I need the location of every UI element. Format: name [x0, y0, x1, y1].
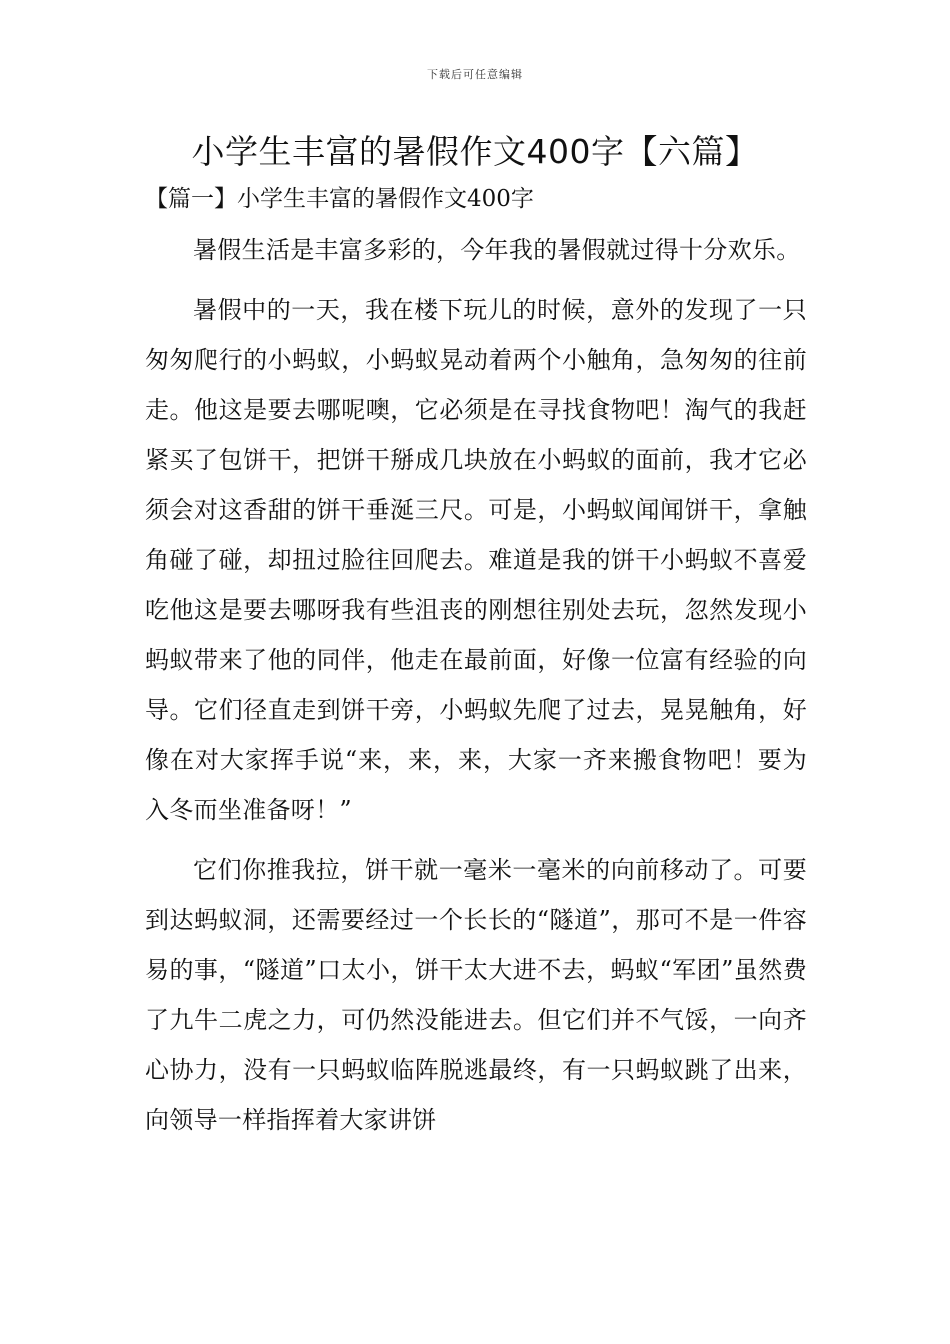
paragraph-1: 暑假生活是丰富多彩的，今年我的暑假就过得十分欢乐。	[193, 236, 801, 264]
document-title: 小学生丰富的暑假作文400字【六篇】	[191, 132, 759, 171]
paragraph-3: 它们你推我拉，饼干就一毫米一毫米的向前移动了。可要到达蚂蚁洞，还需要经过一个长长的“隧道”，那可不是一件容易的事，“隧道”口太小，饼干太大进不去，蚂蚁“军团”虽然费了九牛二虎之力，可仍然没能进去。但它们并不气馁，一向齐心协力，没有一只蚂蚁临阵脱逃最终，有一只蚂蚁跳了出来，向领导一样指挥着大家讲饼	[145, 856, 807, 1134]
page-header-note: 下载后可任意编辑	[427, 68, 523, 81]
section-heading: 【篇一】小学生丰富的暑假作文400字	[145, 186, 534, 212]
paragraph-2: 暑假中的一天，我在楼下玩儿的时候，意外的发现了一只匆匆爬行的小蚂蚁，小蚂蚁晃动着两个小触角，急匆匆的往前走。他这是要去哪呢噢，它必须是在寻找食物吧！淘气的我赶紧买了包饼干，把饼干掰成几块放在小蚂蚁的面前，我才它必须会对这香甜的饼干垂涎三尺。可是，小蚂蚁闻闻饼干，拿触角碰了碰，却扭过脸往回爬去。难道是我的饼干小蚂蚁不喜爱吃他这是要去哪呀我有些沮丧的刚想往别处去玩，忽然发现小蚂蚁带来了他的同伴，他走在最前面，好像一位富有经验的向导。它们径直走到饼干旁，小蚂蚁先爬了过去，晃晃触角，好像在对大家挥手说“来，来，来，大家一齐来搬食物吧！要为入冬而坐准备呀！”	[145, 296, 807, 824]
document-body	[145, 225, 807, 1145]
